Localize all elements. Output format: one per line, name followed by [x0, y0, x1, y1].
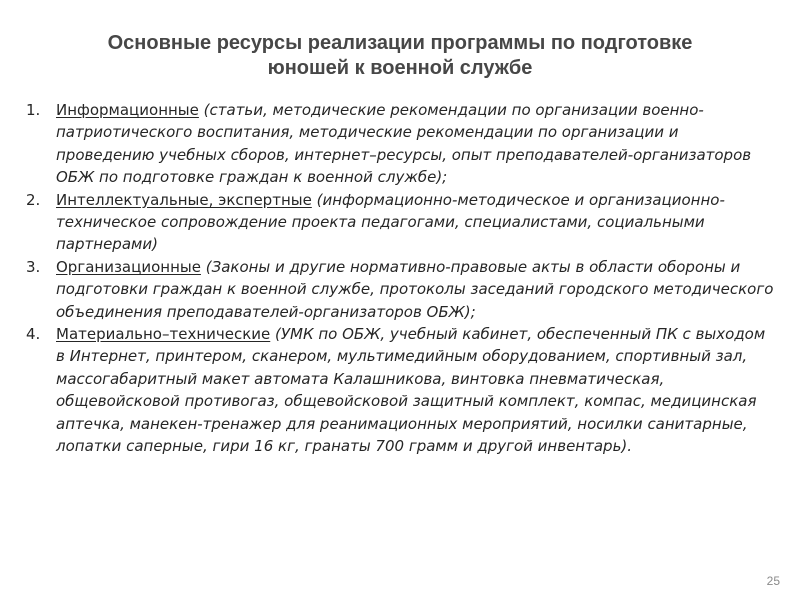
list-item-material-technical [26, 323, 776, 457]
list-item-term: Интеллектуальные, экспертные [56, 190, 312, 209]
list-item-number: 2. [26, 190, 41, 209]
list-item-description: (информационно-методическое и организационно-техническое сопровождение проекта педагогами, специалистами, социальными партнерами) [56, 190, 725, 254]
list-item-description: (УМК по ОБЖ, учебный кабинет, обеспеченный ПК с выходом в Интернет, принтером, сканером, мультимедийным оборудованием, спортивный зал, массогабаритный макет автомата Калашникова, винтовка пневматическая, общевойсковой противогаз, общевойсковой защитный комплект, компас, медицинская аптечка, манекен-тренажер для реанимационных мероприятий, носилки санитарные, лопатки саперные, гири 16 кг, гранаты 700 грамм и другой инвентарь). [56, 325, 766, 456]
resource-list [26, 99, 776, 458]
list-item-term: Материально–технические [56, 325, 271, 344]
slide-title-line-1: Основные ресурсы реализации программы по подготовке [107, 32, 693, 54]
page-number: 25 [766, 574, 780, 588]
list-item-term: Информационные [56, 101, 199, 119]
list-item-organizational [26, 256, 776, 323]
list-item-number: 1. [26, 101, 41, 119]
list-item-number: 3. [26, 257, 41, 276]
list-item-term: Организационные [56, 257, 201, 276]
list-item-number: 4. [26, 325, 41, 344]
list-item-description: (Законы и другие нормативно-правовые акты в области обороны и подготовки граждан к военной службе, протоколы заседаний городского методического объединения преподавателей-организаторов ОБЖ); [56, 257, 774, 321]
list-item-intellectual [26, 189, 776, 256]
list-item-informational [26, 99, 776, 189]
list-item-description: (статьи, методические рекомендации по организации военно-патриотического воспитания, методические рекомендации по организации и проведению учебных сборов, интернет–ресурсы, опыт преподавателей-организаторов ОБЖ по подготовке граждан к военной службе); [56, 101, 752, 187]
slide-title [40, 31, 760, 81]
slide-title-line-2: юношей к военной службе [267, 57, 533, 79]
